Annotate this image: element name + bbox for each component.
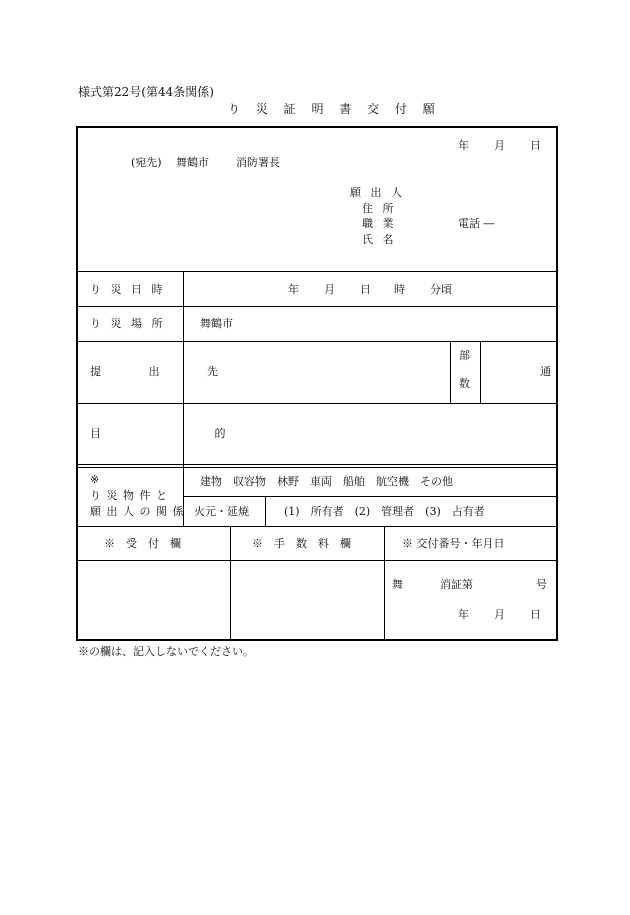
date-month-label: 月 [494, 139, 505, 152]
purpose-label: 目 的 [90, 427, 281, 440]
relation-label-line2: 願 出 人 の 関 係 [90, 505, 185, 518]
reception-header: ※ 受 付 欄 [104, 537, 181, 550]
address-label: 住 所 [362, 202, 397, 215]
copies-label-bottom: 数 [459, 377, 470, 390]
datetime-minute: 分頃 [430, 283, 452, 296]
footnote: ※の欄は、記入しないでください。 [78, 645, 254, 658]
issue-day: 日 [530, 608, 541, 621]
relation-label-line1: り 災 物 件 と [90, 489, 168, 502]
fee-header: ※ 手 数 料 欄 [252, 537, 351, 550]
occupation-label: 職 業 [362, 217, 397, 230]
form-number: 様式第22号(第44条関係) [78, 85, 214, 99]
submit-label: 提 出 先 [90, 365, 240, 378]
date-day-label: 日 [530, 139, 541, 152]
place-label: り 災 場 所 [90, 317, 166, 330]
copies-label-top: 部 [459, 349, 470, 362]
datetime-month: 月 [324, 283, 335, 296]
datetime-hour: 時 [394, 283, 405, 296]
addressee-chief: 消防署長 [236, 156, 280, 169]
relation-mark: ※ [90, 473, 100, 486]
cert-suffix: 号 [536, 578, 547, 591]
applicant-label: 願 出 人 [350, 186, 405, 199]
owner-types: (1) 所有者 (2) 管理者 (3) 占有者 [284, 505, 485, 518]
object-types: 建物 収容物 林野 車両 船舶 航空機 その他 [200, 475, 453, 488]
issue-month: 月 [494, 608, 505, 621]
cert-middle: 消証第 [440, 578, 473, 591]
date-year-label: 年 [458, 139, 469, 152]
addressee-city: 舞鶴市 [176, 156, 209, 169]
issue-year: 年 [458, 608, 469, 621]
datetime-label: り 災 日 時 [90, 283, 166, 296]
datetime-day: 日 [360, 283, 371, 296]
fire-type: 火元・延焼 [194, 505, 249, 518]
cert-prefix: 舞 [392, 578, 403, 591]
copies-unit: 通 [540, 365, 551, 378]
name-label: 氏 名 [362, 233, 397, 246]
form-title: り 災 証 明 書 交 付 願 [228, 102, 441, 116]
phone-label: 電話 ― [458, 217, 495, 230]
datetime-year: 年 [288, 283, 299, 296]
addressee-prefix: (宛先) [131, 156, 162, 169]
place-value: 舞鶴市 [200, 317, 233, 330]
number-header: ※ 交付番号・年月日 [402, 537, 505, 550]
